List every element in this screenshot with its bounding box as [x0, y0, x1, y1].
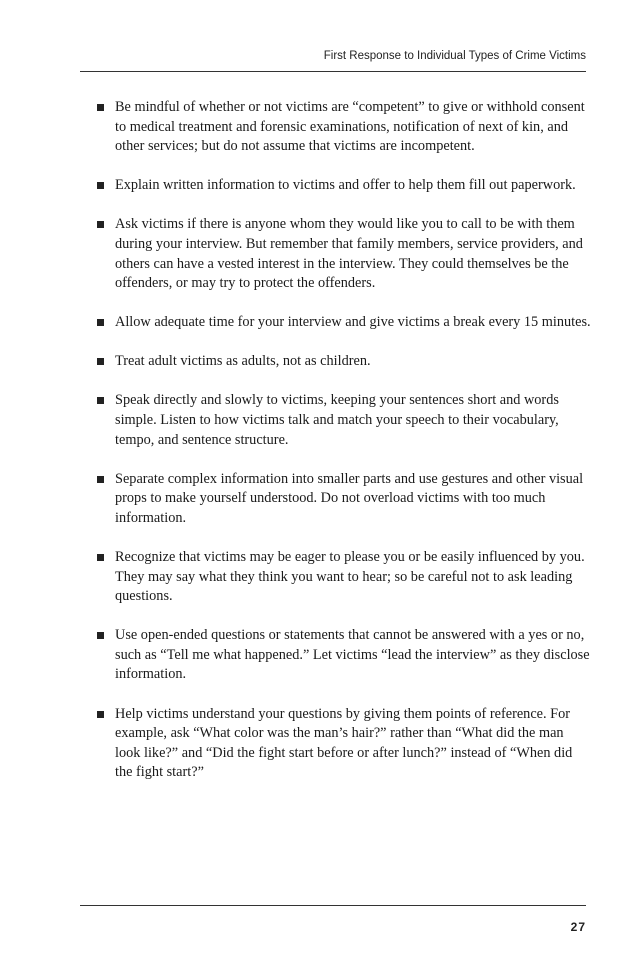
- square-bullet-icon: [97, 711, 104, 718]
- square-bullet-icon: [97, 554, 104, 561]
- bullet-item-7: [97, 470, 592, 529]
- header-rule: [80, 71, 586, 72]
- bullet-text: Explain written information to victims and offer to help them fill out paperwork.: [115, 177, 576, 194]
- bullet-text: Treat adult victims as adults, not as children.: [115, 353, 371, 370]
- bullet-text: Be mindful of whether or not victims are “competent” to give or withhold consent to medical treatment and forensic examinations, notification of next of kin, and other services; but do not assume that victims are incompetent.: [115, 99, 585, 155]
- bullet-item-4: [97, 313, 592, 333]
- bullet-text: Recognize that victims may be eager to please you or be easily influenced by you. They may say what they think you want to hear; so be careful not to ask leading questions.: [115, 549, 585, 605]
- bullet-item-1: [97, 98, 592, 157]
- square-bullet-icon: [97, 104, 104, 111]
- bullet-text: Help victims understand your questions by giving them points of reference. For example, ask “What color was the man’s hair?” rather than “What did the man look like?” and “Did the fight start before or after lunch?” instead of “When did the fight start?”: [115, 705, 573, 781]
- bullet-text: Ask victims if there is anyone whom they would like you to call to be with them during your interview. But remember that family members, service providers, and others can have a vested interest in the interview. They could themselves be the offenders, or may try to protect the offenders.: [115, 216, 583, 292]
- square-bullet-icon: [97, 182, 104, 189]
- bullet-text: Speak directly and slowly to victims, keeping your sentences short and words simple. Listen to how victims talk and match your speech to their vocabulary, tempo, and sentence structure.: [115, 392, 559, 448]
- bullet-item-10: [97, 705, 592, 783]
- bullet-item-9: [97, 626, 592, 685]
- bullet-item-8: [97, 548, 592, 607]
- bullet-item-6: [97, 391, 592, 450]
- square-bullet-icon: [97, 476, 104, 483]
- bullet-item-5: [97, 352, 592, 372]
- square-bullet-icon: [97, 632, 104, 639]
- square-bullet-icon: [97, 358, 104, 365]
- bullet-text: Use open-ended questions or statements that cannot be answered with a yes or no, such as “Tell me what happened.” Let victims “lead the interview” as they disclose information.: [115, 627, 590, 683]
- square-bullet-icon: [97, 319, 104, 326]
- footer-rule: [80, 905, 586, 906]
- bullet-text: Separate complex information into smaller parts and use gestures and other visual props to make yourself understood. Do not overload victims with too much information.: [115, 470, 584, 526]
- running-header: First Response to Individual Types of Crime Victims: [323, 50, 586, 62]
- page-number: 27: [570, 920, 586, 934]
- square-bullet-icon: [97, 397, 104, 404]
- bullet-text: Allow adequate time for your interview and give victims a break every 15 minutes.: [115, 314, 591, 331]
- square-bullet-icon: [97, 221, 104, 228]
- bullet-item-3: [97, 215, 592, 293]
- bullet-item-2: [97, 176, 592, 196]
- bullet-list: [97, 98, 592, 802]
